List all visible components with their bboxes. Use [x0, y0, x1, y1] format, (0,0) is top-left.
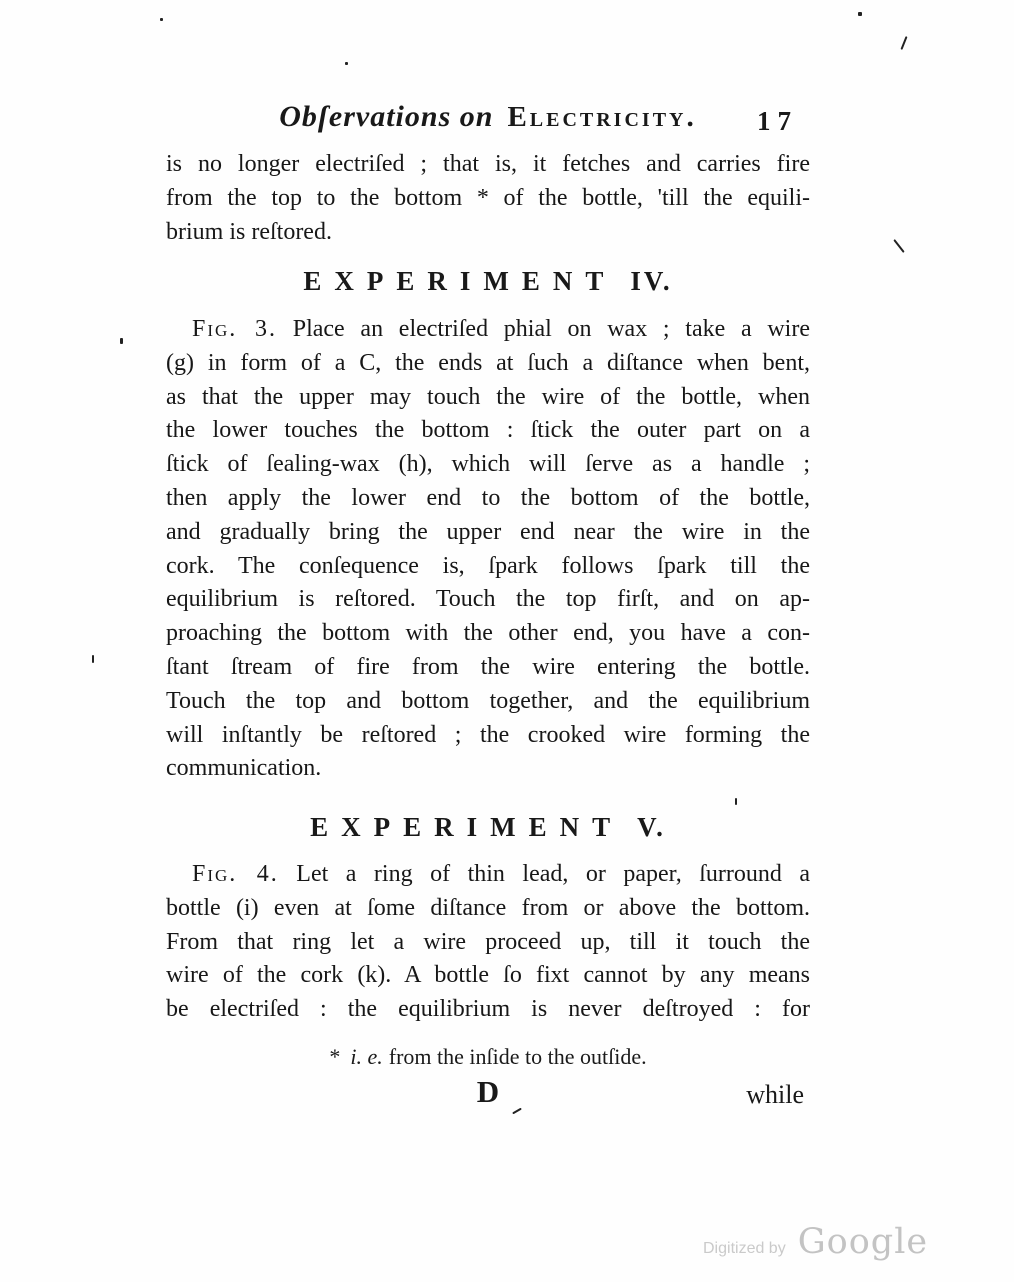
text-line: bottle (i) even at ſome diſtance from or above the bottom. [166, 894, 810, 921]
running-title [166, 100, 810, 134]
experiment-heading-numeral: IV. [630, 266, 673, 296]
text-line: the lower touches the bottom : ſtick the outer part on a [166, 417, 810, 444]
text-line: and gradually bring the upper end near the wire in the [166, 518, 810, 545]
intro-paragraph [166, 148, 810, 249]
signature-row [166, 1074, 810, 1114]
experiment-v-heading [166, 812, 810, 843]
footnote-text: from the inſide to the outſide. [388, 1044, 647, 1069]
text-line: from the top to the bottom * of the bottle, 'till the equili- [166, 184, 810, 211]
text-line: (g) in form of a C, the ends at ſuch a diſtance when bent, [166, 349, 810, 376]
scan-speck [900, 36, 907, 50]
catchword: while [746, 1080, 804, 1109]
text-line: wire of the cork (k). A bottle ſo fixt cannot by any means [166, 962, 810, 989]
figure-label: Fig. 3. [192, 316, 278, 342]
text-line: cork. The conſequence is, ſpark follows ſpark till the [166, 552, 810, 579]
experiment-heading-numeral: V. [637, 812, 666, 842]
text-line: proaching the bottom with the other end, you have a con- [166, 620, 810, 647]
running-title-italic: Obſervations on [279, 100, 494, 133]
text-line: then apply the lower end to the bottom of the bottle, [166, 484, 810, 511]
text-line: as that the upper may touch the wire of the bottle, when [166, 383, 810, 410]
text-line [166, 313, 810, 347]
text-line: equilibrium is reſtored. Touch the top firſt, and on ap- [166, 586, 810, 613]
page-number: 17 [757, 106, 798, 136]
google-logo: Google [797, 1222, 929, 1262]
text-line-rest: Let a ring of thin lead, or paper, ſurround a [296, 861, 810, 887]
scan-speck [893, 239, 904, 253]
text-line-rest: Place an electriſed phial on wax ; take a wire [292, 316, 810, 342]
scan-speck [858, 12, 862, 16]
text-line: is no longer electriſed ; that is, it fetches and carries fire [166, 151, 810, 177]
experiment-v-paragraph [166, 858, 810, 1027]
running-head [166, 100, 810, 144]
scan-speck [120, 338, 123, 344]
signature-mark: D [476, 1074, 500, 1109]
text-line: will inſtantly be reſtored ; the crooked wire forming the [166, 721, 810, 748]
experiment-iv-heading [166, 266, 810, 297]
scan-speck [92, 655, 94, 663]
text-line: brium is reſtored. [166, 218, 332, 245]
experiment-heading-word: EXPERIMENT [310, 812, 624, 842]
text-line: ſtant ſtream of fire from the wire entering the bottle. [166, 653, 810, 680]
figure-label: Fig. 4. [192, 861, 279, 887]
footnote-abbrev: i. e. [350, 1044, 383, 1069]
scan-speck [160, 18, 163, 21]
scan-speck [345, 62, 348, 65]
text-line: communication. [166, 755, 322, 782]
text-line: From that ring let a wire proceed up, till it touch the [166, 928, 810, 955]
text-line: Touch the top and bottom together, and the equilibrium [166, 687, 810, 714]
digitized-by-google-watermark [703, 1222, 928, 1262]
text-line: ſtick of ſealing-wax (h), which will ſerve as a handle ; [166, 451, 810, 478]
running-title-caps: Electricity. [507, 101, 697, 133]
watermark-prefix: Digitized by [703, 1240, 786, 1257]
experiment-iv-paragraph [166, 313, 810, 786]
footnote-marker: * [329, 1044, 341, 1069]
text-line: be electriſed : the equilibrium is never deſtroyed : for [166, 996, 810, 1023]
text-line [166, 858, 810, 892]
scan-speck [735, 798, 737, 805]
experiment-heading-word: EXPERIMENT [303, 266, 617, 296]
footnote [166, 1044, 810, 1070]
